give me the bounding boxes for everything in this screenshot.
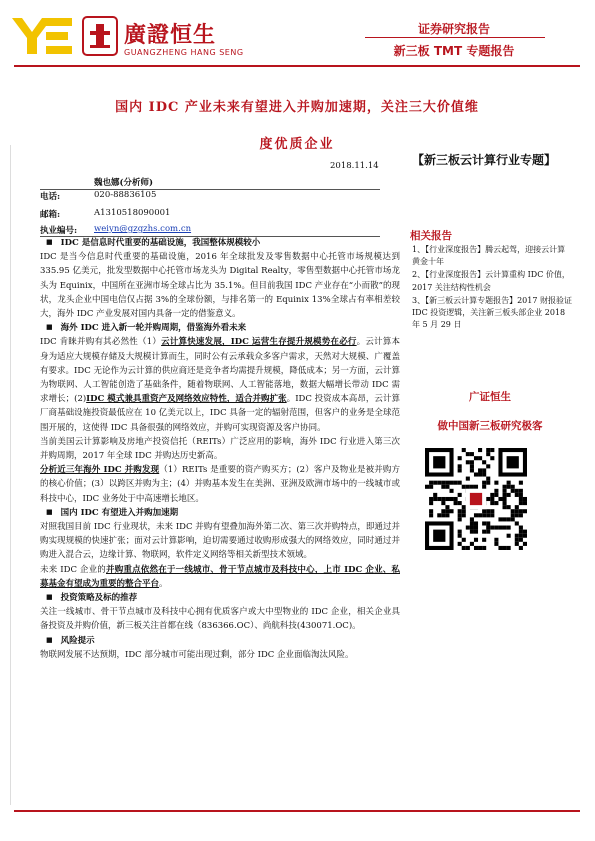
report-date: 2018.11.14 bbox=[330, 161, 379, 171]
footer-rule bbox=[14, 810, 580, 812]
paragraph: 对照我国目前 IDC 行业现状，未来 IDC 并购有望叠加海外第二次、第三次并购特点，即通过并购实现规模的快速扩张；面对云计算影响，迫切需要通过收购形成强大的网络效应，同时通过并购进入混合云，边缘计算、物联网，软件定义网络等相关新型技术领域。 bbox=[40, 522, 400, 561]
analyst-phone-row bbox=[40, 190, 380, 206]
margin-rule bbox=[10, 145, 11, 805]
paragraph bbox=[40, 463, 400, 506]
emphasis: IDC 模式兼具重资产及网络效应特性，适合并购扩张 bbox=[86, 394, 287, 405]
related-reports-title: 相关报告 bbox=[410, 230, 452, 242]
section-heading: ■ 投资策略及标的推荐 bbox=[40, 591, 400, 605]
analyst-name: 魏也娜(分析师) bbox=[94, 178, 154, 188]
paragraph bbox=[40, 335, 400, 434]
email-label: 邮箱: bbox=[40, 210, 61, 220]
ye-logo-icon bbox=[12, 14, 74, 58]
emphasis: 并购重点依然在于一线城市、骨干节点城市及科技中心，上市 IDC 企业、私募基金有望成为重要的整合平台 bbox=[40, 564, 400, 589]
text-run: IDC 肯睐并购有其必然性（1） bbox=[40, 337, 162, 348]
emphasis: 分析近三年海外 IDC 并购发现 bbox=[40, 465, 160, 476]
brand-name-cn: 廣證恒生 bbox=[124, 23, 217, 48]
paragraph: 关注一线城市、骨干节点城市及科技中心拥有优质客户或大中型物业的 IDC 企业，相关企业具备投资及并购价值，新三板关注首都在线（836366.OC）、尚航科技(430071.OC)。 bbox=[40, 607, 400, 632]
phone-value: 020-88836105 bbox=[94, 190, 157, 200]
text-run: （1）REITs 是重要的资产购买方；(2）客户及物业是被并购方的核心价值；(3）以跨区并购为主；(4）并购基本发生在美洲、亚洲及欧洲市场中的一线城市或科技中心，IDC 业务处于中高速增长地区。 bbox=[40, 465, 400, 504]
section-heading: ■ 海外 IDC 进入新一轮并购周期，借鉴海外看未来 bbox=[40, 321, 400, 335]
report-type: 证券研究报告 bbox=[417, 22, 490, 36]
brand-name-en: GUANGZHENG HANG SENG bbox=[124, 48, 244, 57]
emphasis: 云计算快速发展，IDC 运营生存提升规模势在必行 bbox=[161, 337, 357, 348]
license-label: 执业编号: bbox=[40, 226, 78, 236]
related-report-item[interactable]: 2、【行业深度报告】云计算重构 IDC 价值，2017 关注结构性机会 bbox=[412, 270, 570, 292]
section-heading: ■ IDC 是信息时代重要的基础设施，我国整体规模较小 bbox=[40, 236, 400, 250]
related-report-item[interactable]: 3、【新三板云计算专题报告】2017 财报验证 IDC 投资逻辑，关注新三板头部企业 2018 年 5 月 29 日 bbox=[412, 295, 572, 330]
text-run: 。云计算本身为适应大规模存储及大规模计算而生，同时公有云承载众多客户需求，天然对大规模、广覆盖有要求。IDC 无论作为云计算的供应商还是竞争者均需提升规模，降低成本；另一方面，云计算为物联网、人工智能创造了基础条件，随着物联网、人工智能落地，数据大幅增长带动 IDC 需求增长；(2) bbox=[40, 337, 400, 405]
qr-code-icon[interactable] bbox=[425, 448, 527, 550]
paragraph bbox=[40, 563, 400, 591]
promo-brand: 广证恒生 bbox=[469, 391, 511, 403]
text-run: 。IDC 投资成本高昂，云计算厂商基础设施投资最低应在 10 亿美元以上，IDC 具备一定的辐射范围，但客户的业务是全球范围开展的，这使得 IDC 具备很强的网络效应，并购可实现资源及客户协同。 bbox=[40, 394, 400, 433]
report-body bbox=[40, 236, 400, 662]
analyst-email-row bbox=[40, 208, 380, 224]
related-reports-list bbox=[412, 244, 572, 332]
paragraph: 物联网发展不达预期，IDC 部分城市可能出现过剩，部分 IDC 企业面临淘汰风险。 bbox=[40, 649, 354, 660]
header-divider bbox=[365, 37, 545, 38]
email-link[interactable]: weiyn@gzgzhs.com.cn bbox=[94, 224, 192, 234]
text-run: 未来 IDC 企业的 bbox=[40, 564, 106, 575]
paragraph: IDC 是当今信息时代重要的基础设施，2016 年全球批发及零售数据中心托管市场规模达到 335.95 亿美元，批发型数据中心托管市场龙头为 Digital Realty，零售型数据中心托管市场龙头为 Equinix，中国所在亚洲市场全球占比为 35.1%。但目前我国 IDC 产业存在“小而散”的现状，龙头企业中国电信仅占据 3%的全球份额，与排名第一的 Equinix 13%全球占有率相差较大，海外 IDC 产业发展对国内具备一定的借鉴意义。 bbox=[40, 252, 400, 320]
promo-slogan: 做中国新三板研究极客 bbox=[437, 420, 543, 432]
seal-icon bbox=[82, 16, 118, 56]
header-rule bbox=[14, 65, 580, 67]
section-heading: ■ 国内 IDC 有望进入并购加速期 bbox=[40, 506, 400, 520]
section-heading: ■ 风险提示 bbox=[40, 634, 400, 648]
phone-label: 电话: bbox=[40, 192, 61, 202]
text-run: 。 bbox=[159, 578, 168, 589]
report-title-line-1: 国内 IDC 产业未来有望进入并购加速期，关注三大价值维 bbox=[115, 100, 479, 115]
paragraph: 当前美国云计算影响及房地产投资信托（REITs）广泛应用的影响，海外 IDC 行业进入第三次并购周期，2017 年全球 IDC 并购达历史新高。 bbox=[40, 436, 400, 462]
email-value: A1310518090001 bbox=[94, 208, 171, 218]
related-report-item[interactable]: 1、【行业深度报告】腾云起驾，迎接云计算黄金十年 bbox=[412, 245, 566, 267]
topic-tag: 【新三板云计算行业专题】 bbox=[412, 153, 557, 167]
report-title-line-2: 度优质企业 bbox=[259, 137, 335, 152]
report-series: 新三板 TMT 专题报告 bbox=[393, 44, 515, 58]
